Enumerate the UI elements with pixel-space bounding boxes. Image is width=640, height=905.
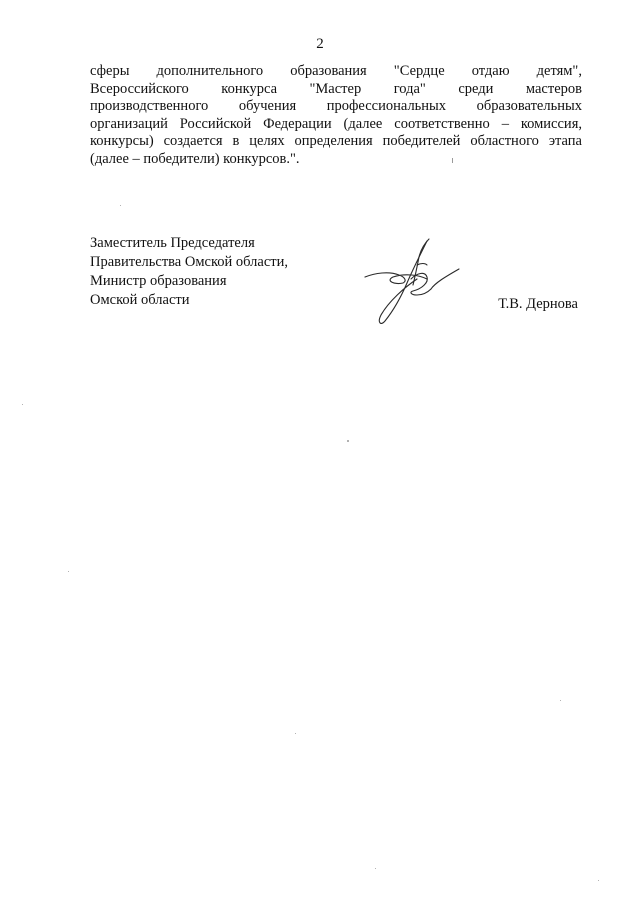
word: конкурсы) xyxy=(90,133,154,149)
word: образования xyxy=(290,63,367,79)
word: образовательных xyxy=(476,98,582,114)
scan-speck xyxy=(598,880,599,881)
signer-position-line: Министр образования xyxy=(90,273,227,289)
scan-speck xyxy=(120,205,121,206)
scan-speck xyxy=(560,700,561,701)
scan-speck xyxy=(68,571,69,572)
word: конкурса xyxy=(221,80,278,97)
word: комиссия, xyxy=(520,115,582,132)
word: (далее xyxy=(343,115,383,132)
word: (далее – победители) конкурсов.". xyxy=(90,150,300,167)
signer-name: Т.В. Дернова xyxy=(498,296,578,312)
word: целях xyxy=(249,133,285,149)
word: детям", xyxy=(536,63,582,79)
word: профессиональных xyxy=(326,98,447,114)
scan-speck xyxy=(22,404,23,405)
text-line xyxy=(90,133,582,151)
word: – xyxy=(501,115,509,132)
signer-position-line: Омской области xyxy=(90,292,190,308)
word: в xyxy=(232,133,240,149)
text-line xyxy=(90,151,582,169)
word: Российской xyxy=(179,115,252,132)
word: сферы xyxy=(90,63,130,79)
word: соответственно xyxy=(394,115,490,132)
word: производственного xyxy=(90,98,209,114)
word: отдаю xyxy=(471,63,510,79)
text-line xyxy=(90,98,582,116)
word: дополнительного xyxy=(156,63,264,79)
word: Федерации xyxy=(263,115,332,132)
word: года" xyxy=(393,80,426,97)
signer-position xyxy=(90,234,288,310)
scan-speck xyxy=(375,868,376,869)
word: "Сердце xyxy=(393,63,445,79)
word: среди xyxy=(458,80,494,97)
word: "Мастер xyxy=(309,80,362,97)
word: Всероссийского xyxy=(90,80,189,97)
scan-speck xyxy=(452,158,453,163)
text-line xyxy=(90,81,582,99)
word: этапа xyxy=(548,133,582,149)
word: победителей xyxy=(382,133,461,149)
signer-position-line: Заместитель Председателя xyxy=(90,235,255,251)
scan-speck xyxy=(347,440,349,442)
handwritten-signature xyxy=(355,235,475,330)
word: обучения xyxy=(238,98,297,114)
scan-speck xyxy=(295,733,296,734)
word: создается xyxy=(163,133,223,149)
page-number: 2 xyxy=(316,36,324,52)
word: мастеров xyxy=(525,80,582,97)
text-line xyxy=(90,63,582,81)
signer-position-line: Правительства Омской области, xyxy=(90,254,288,270)
word: организаций xyxy=(90,115,168,132)
body-paragraph xyxy=(90,63,582,168)
word: определения xyxy=(294,133,373,149)
text-line xyxy=(90,116,582,134)
word: областного xyxy=(470,133,539,149)
